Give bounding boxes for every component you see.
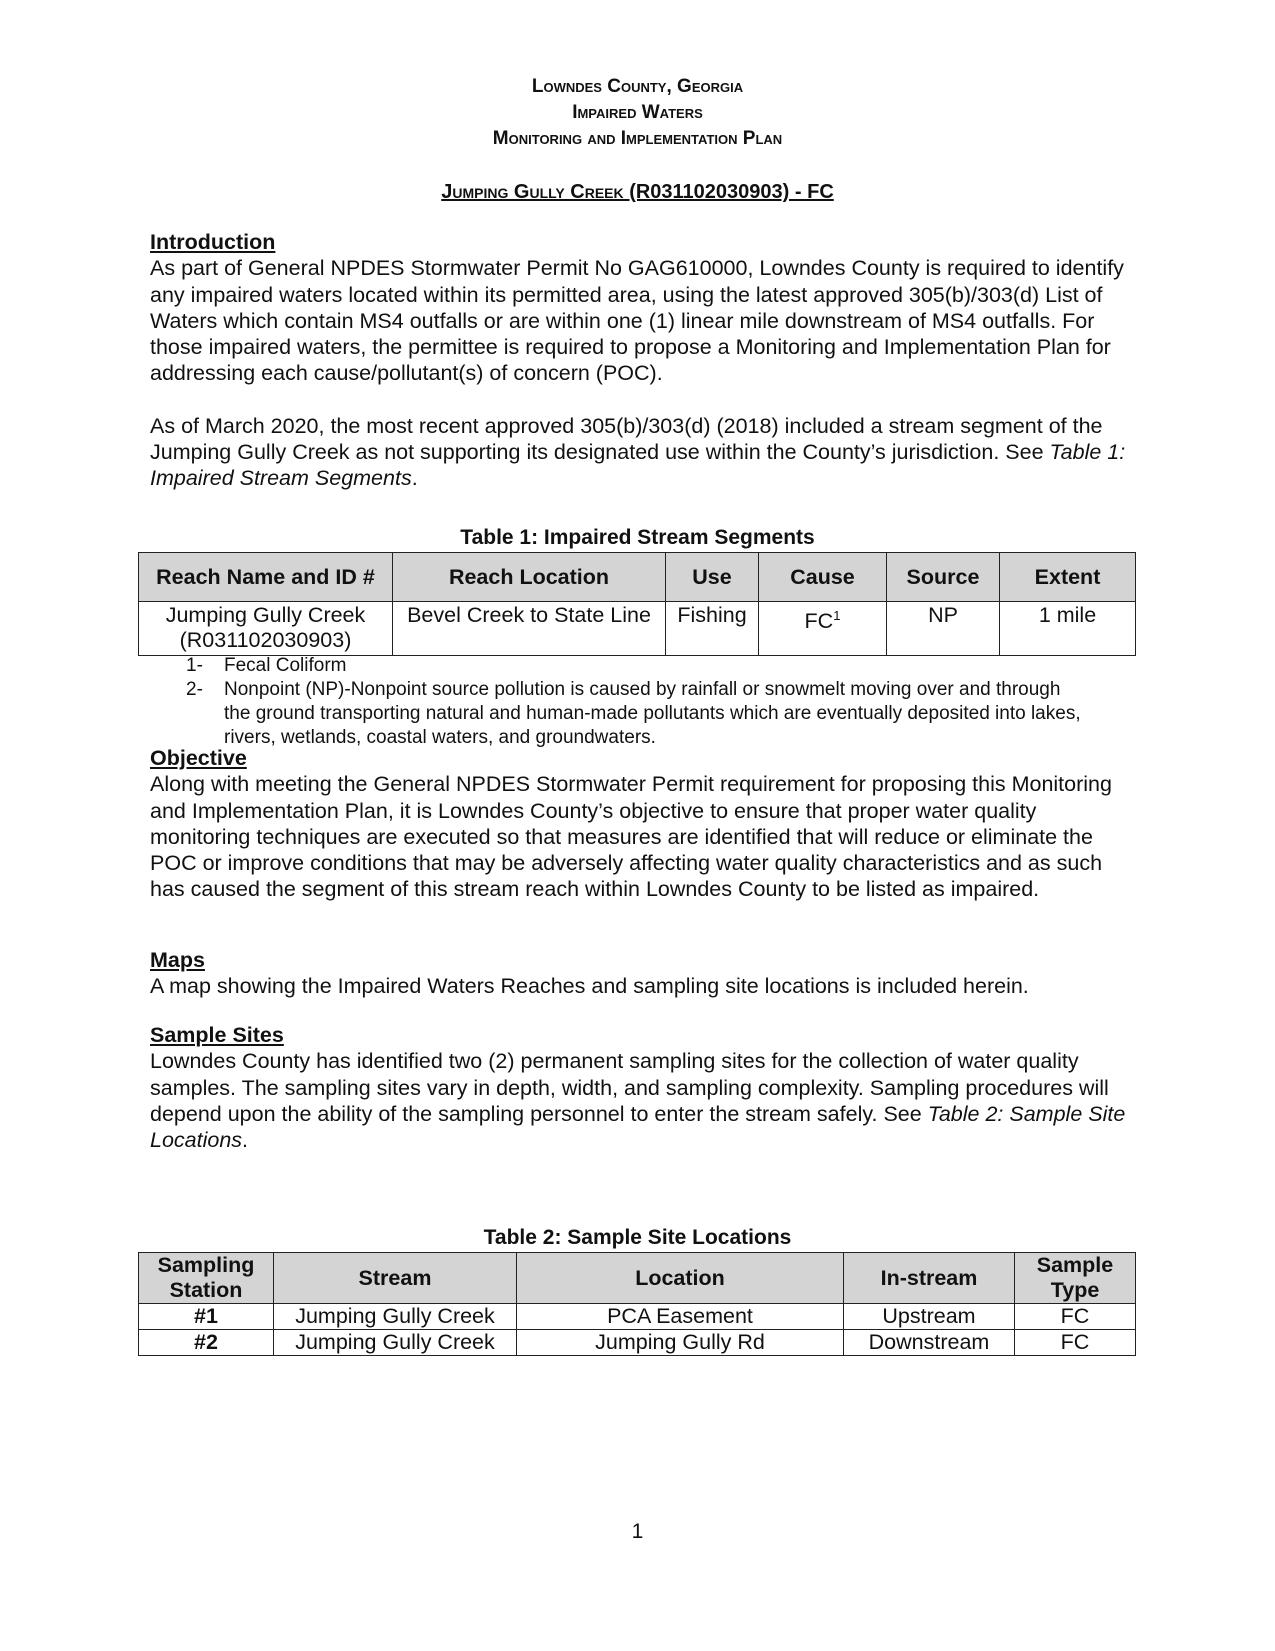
- table1-cell-reach-name: [139, 602, 393, 656]
- objective-section: [150, 745, 1130, 903]
- table-row: [139, 1330, 1136, 1356]
- footnote-text: Fecal Coliform: [224, 655, 347, 676]
- table2-header-sample-type: Sample Type: [1015, 1253, 1136, 1304]
- title-line-impaired: Impaired Waters: [572, 102, 703, 123]
- table1-cell-extent: 1 mile: [1000, 602, 1136, 656]
- title-line-county: Lowndes County, Georgia: [531, 76, 744, 97]
- table1-header-cause: Cause: [759, 553, 887, 602]
- introduction-paragraph-1: As part of General NPDES Stormwater Permit No GAG610000, Lowndes County is required to identify any impaired waters located within its permitted area, using the latest approved 305(b)/303(d) List of Waters which contain MS4 outfalls or are within one (1) linear mile downstream of MS4 outfalls. For those impaired waters, the permittee is required to propose a Monitoring and Implementation Plan for addressing each cause/pollutant(s) of concern (POC).: [150, 256, 1124, 386]
- table1-cell-location: Bevel Creek to State Line: [393, 602, 666, 656]
- table2-cell-stream: Jumping Gully Creek: [274, 1304, 517, 1330]
- table1-reference: Table 1: Impaired Stream Segments: [150, 440, 1126, 491]
- table2-header-instream: In-stream: [844, 1253, 1015, 1304]
- table2-cell-location: PCA Easement: [517, 1304, 844, 1330]
- table2-cell-sample-type: FC: [1015, 1304, 1136, 1330]
- table1-cell-source: NP: [887, 602, 1000, 656]
- table1-header-row: [139, 553, 1136, 602]
- sample-sites-paragraph-end: .: [242, 1128, 249, 1153]
- table1-header-reach-location: Reach Location: [393, 553, 666, 602]
- reach-id: (R031102030903): [179, 628, 352, 652]
- table1-caption: Table 1: Impaired Stream Segments: [460, 526, 815, 549]
- introduction-heading: Introduction: [150, 230, 276, 254]
- page-number: 1: [631, 1520, 644, 1543]
- table1-header-use: Use: [666, 553, 759, 602]
- sample-sites-table: [138, 1252, 1136, 1356]
- table1-header-reach-name: Reach Name and ID #: [139, 553, 393, 602]
- document-title: [0, 74, 1275, 152]
- table1-header-extent: Extent: [1000, 553, 1136, 602]
- cause-value: FC: [804, 609, 834, 634]
- table2-cell-instream: Upstream: [844, 1304, 1015, 1330]
- cause-footnote-marker: 1: [833, 608, 841, 623]
- footnote-item: [186, 678, 1086, 750]
- table1-footnotes: [186, 654, 1086, 750]
- table-row: [139, 602, 1136, 656]
- table1-cell-use: Fishing: [666, 602, 759, 656]
- footnote-text: Nonpoint (NP)-Nonpoint source pollution is caused by rainfall or snowmelt moving over and through the ground transporting natural and human-made pollutants which are eventually deposited into lakes, rivers, wetlands, coastal waters, and groundwaters.: [224, 679, 1081, 748]
- sample-sites-section: [150, 1022, 1130, 1153]
- table1-header-source: Source: [887, 553, 1000, 602]
- maps-section: [150, 947, 1130, 1000]
- table2-header-stream: Stream: [274, 1253, 517, 1304]
- introduction-section: [150, 229, 1130, 492]
- footnote-number: 1-: [186, 655, 203, 676]
- table2-header-station: Sampling Station: [139, 1253, 274, 1304]
- table1-cell-cause: [759, 602, 887, 656]
- table2-cell-sample-type: FC: [1015, 1330, 1136, 1356]
- table2-cell-location: Jumping Gully Rd: [517, 1330, 844, 1356]
- sample-sites-paragraph: [150, 1048, 1130, 1153]
- introduction-paragraph-2-text: As of March 2020, the most recent approved 305(b)/303(d) (2018) included a stream segment of the Jumping Gully Creek as not supporting its designated use within the County’s jurisdiction. See: [150, 413, 1103, 465]
- table2-cell-station: #1: [139, 1304, 274, 1330]
- table2-reference: Table 2: Sample Site Locations: [150, 1101, 1126, 1153]
- table2-header-row: [139, 1253, 1136, 1304]
- table-row: [139, 1304, 1136, 1330]
- table2-cell-station: #2: [139, 1330, 274, 1356]
- impaired-segments-table: [138, 552, 1136, 656]
- introduction-paragraph-2: [150, 413, 1130, 492]
- maps-heading: Maps: [150, 948, 205, 972]
- reach-name: Jumping Gully Creek: [165, 603, 366, 627]
- objective-heading: Objective: [150, 746, 247, 770]
- table2-cell-stream: Jumping Gully Creek: [274, 1330, 517, 1356]
- sample-sites-paragraph-text: Lowndes County has identified two (2) permanent sampling sites for the collection of water quality samples. The sampling sites vary in depth, width, and sampling complexity. Sampling procedures will depend upon the ability of the sampling personnel to enter the stream safely. See: [150, 1049, 1109, 1126]
- title-line-plan: Monitoring and Implementation Plan: [492, 128, 783, 149]
- table2-header-location: Location: [517, 1253, 844, 1304]
- maps-paragraph: A map showing the Impaired Waters Reaches and sampling site locations is included herein.: [150, 974, 1029, 999]
- document-subtitle: Jumping Gully Creek (R031102030903) - FC: [441, 181, 834, 203]
- table2-cell-instream: Downstream: [844, 1330, 1015, 1356]
- footnote-number: 2-: [186, 679, 203, 700]
- sample-sites-heading: Sample Sites: [150, 1023, 284, 1047]
- footnote-item: [186, 654, 1086, 678]
- table2-caption: Table 2: Sample Site Locations: [483, 1226, 792, 1249]
- introduction-paragraph-2-end: .: [411, 466, 418, 491]
- objective-paragraph: Along with meeting the General NPDES Stormwater Permit requirement for proposing this Monitoring and Implementation Plan, it is Lowndes County’s objective to ensure that proper water quality monitoring techniques are executed so that measures are identified that will reduce or eliminate the POC or improve conditions that may be adversely affecting water quality characteristics and as such has caused the segment of this stream reach within Lowndes County to be listed as impaired.: [150, 772, 1112, 902]
